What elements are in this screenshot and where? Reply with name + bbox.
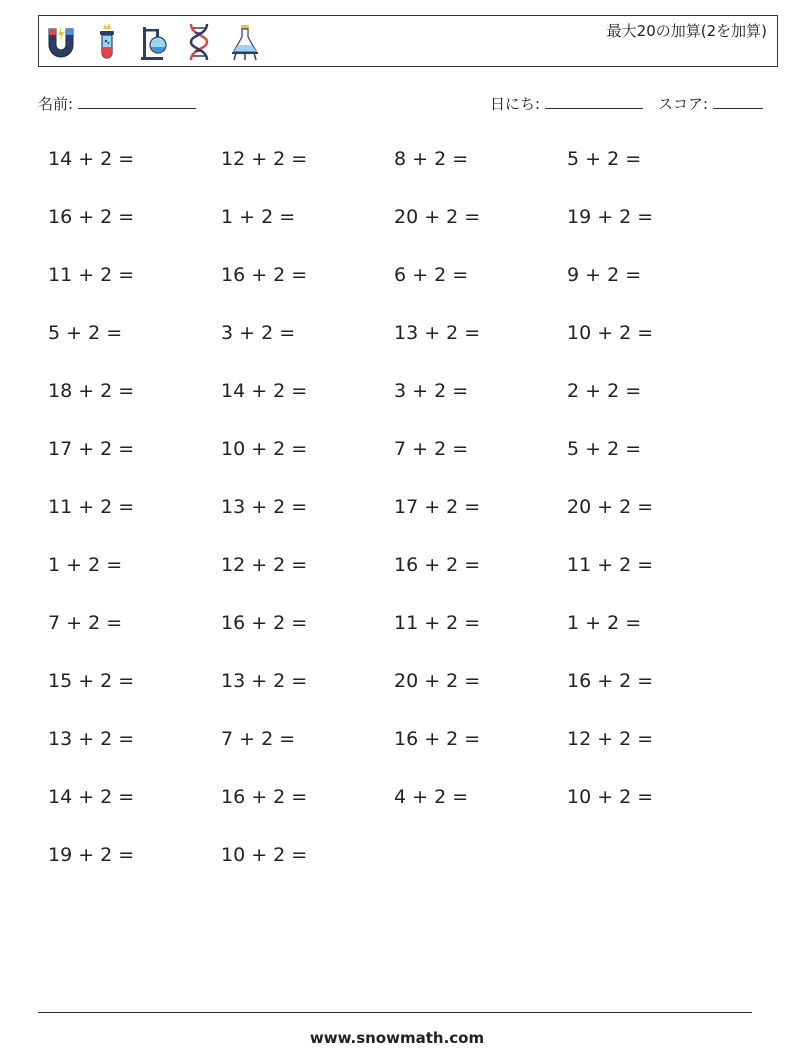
problem-item: 7 + 2 = <box>394 438 469 460</box>
problem-item: 16 + 2 = <box>48 206 135 228</box>
problem-item: 13 + 2 = <box>48 728 135 750</box>
test-tube-icon <box>91 21 123 63</box>
problem-item: 16 + 2 = <box>221 264 308 286</box>
problem-item: 7 + 2 = <box>48 612 123 634</box>
problem-item: 6 + 2 = <box>394 264 469 286</box>
score-blank[interactable] <box>713 94 763 109</box>
problem-item: 10 + 2 = <box>567 322 654 344</box>
problem-item: 19 + 2 = <box>48 844 135 866</box>
problem-item: 15 + 2 = <box>48 670 135 692</box>
problem-item: 12 + 2 = <box>221 148 308 170</box>
problem-item: 13 + 2 = <box>394 322 481 344</box>
dna-icon <box>183 21 215 63</box>
problem-item: 13 + 2 = <box>221 496 308 518</box>
worksheet-header <box>38 15 778 67</box>
footer-url: www.snowmath.com <box>309 1029 485 1047</box>
problem-item: 11 + 2 = <box>567 554 654 576</box>
problem-item: 10 + 2 = <box>221 844 308 866</box>
problem-item: 20 + 2 = <box>394 670 481 692</box>
problem-item: 12 + 2 = <box>567 728 654 750</box>
problem-item: 14 + 2 = <box>48 786 135 808</box>
problem-item: 3 + 2 = <box>394 380 469 402</box>
problem-item: 16 + 2 = <box>567 670 654 692</box>
name-blank[interactable] <box>78 94 196 109</box>
lab-flask-icon <box>229 21 261 63</box>
retort-stand-flask-icon <box>137 21 169 63</box>
footer-divider <box>38 1012 752 1013</box>
problem-item: 1 + 2 = <box>567 612 642 634</box>
problem-item: 20 + 2 = <box>394 206 481 228</box>
problem-item: 1 + 2 = <box>221 206 296 228</box>
problem-item: 5 + 2 = <box>48 322 123 344</box>
problem-item: 2 + 2 = <box>567 380 642 402</box>
problem-item: 11 + 2 = <box>48 264 135 286</box>
header-icons <box>45 20 261 64</box>
name-label: 名前: <box>38 95 74 113</box>
problem-item: 11 + 2 = <box>48 496 135 518</box>
problem-item: 17 + 2 = <box>48 438 135 460</box>
problem-item: 18 + 2 = <box>48 380 135 402</box>
problem-item: 16 + 2 = <box>394 728 481 750</box>
score-label: スコア: <box>658 95 709 113</box>
problem-item: 3 + 2 = <box>221 322 296 344</box>
problem-item: 4 + 2 = <box>394 786 469 808</box>
problem-item: 13 + 2 = <box>221 670 308 692</box>
worksheet-title: 最大20の加算(2を加算) <box>606 22 767 40</box>
problem-item: 8 + 2 = <box>394 148 469 170</box>
problem-item: 17 + 2 = <box>394 496 481 518</box>
problem-item: 5 + 2 = <box>567 148 642 170</box>
name-field <box>38 93 196 114</box>
magnet-icon <box>45 21 77 63</box>
problem-item: 5 + 2 = <box>567 438 642 460</box>
date-label: 日にち: <box>490 95 541 113</box>
problem-item: 14 + 2 = <box>221 380 308 402</box>
score-field <box>658 93 763 114</box>
problem-item: 11 + 2 = <box>394 612 481 634</box>
problem-item: 10 + 2 = <box>221 438 308 460</box>
problem-item: 14 + 2 = <box>48 148 135 170</box>
problem-item: 7 + 2 = <box>221 728 296 750</box>
problem-item: 1 + 2 = <box>48 554 123 576</box>
date-blank[interactable] <box>545 94 643 109</box>
problem-item: 16 + 2 = <box>394 554 481 576</box>
problem-item: 20 + 2 = <box>567 496 654 518</box>
problem-item: 9 + 2 = <box>567 264 642 286</box>
problem-item: 16 + 2 = <box>221 786 308 808</box>
problem-item: 16 + 2 = <box>221 612 308 634</box>
date-field <box>490 93 643 114</box>
problem-item: 10 + 2 = <box>567 786 654 808</box>
problem-item: 19 + 2 = <box>567 206 654 228</box>
problem-item: 12 + 2 = <box>221 554 308 576</box>
